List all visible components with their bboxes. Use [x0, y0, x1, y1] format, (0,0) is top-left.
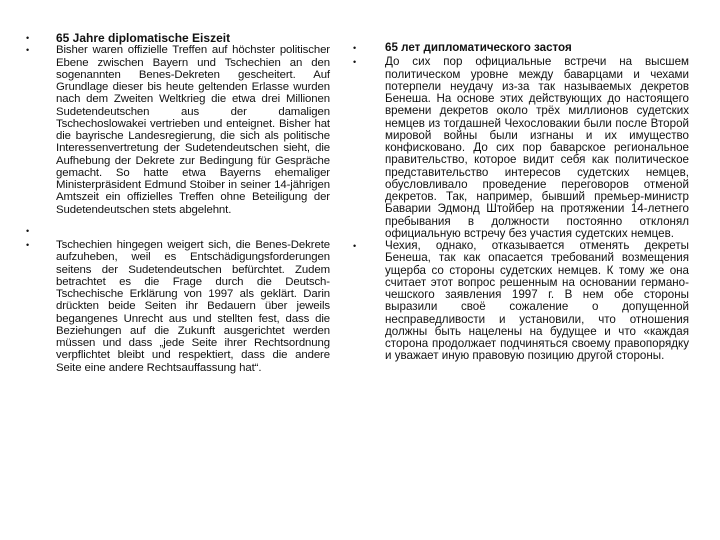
- bullet: •: [353, 241, 357, 251]
- german-paragraph-2: Tschechien hingegen weigert sich, die Benes-Dekrete aufzuheben, weil es Entschädigungsforderungen seitens der Sudetendeutschen befürchtet. Zudem betrachtet es die Frage durch die Deutsch-Tschechische Erklärung von 1997 als geklärt. Darin drückten beide Seiten ihr Bedauern über jeweils begangenes Unrecht aus und stellten fest, dass die Beziehungen auf die Zukunft ausgerichtet werden müssen und dass „jede Seite ihrer Rechtsordnung verpflichtet bleibt und respektiert, dass die andere Seite eine andere Rechtsauffassung hat“.: [56, 239, 330, 374]
- german-title-item: [26, 32, 330, 44]
- russian-paragraph-2: Чехия, однако, отказывается отменять декреты Бенеша, так как опасается требований возмещения ущерба со стороны судетских немцев. К тому же она считает этот вопрос решенным на основании германо-чешского заявления 1997 г. В нем обе стороны выразили своё сожаление о допущенной несправедливости и установили, что отношения должны быть нацелены на будущее и что «каждая сторона продолжает подчиняться своему правопорядку и уважает иную правовую позицию другой стороны.: [385, 239, 689, 363]
- russian-paragraph-1-item: [353, 56, 689, 240]
- russian-paragraph-2-item: [353, 240, 689, 363]
- german-paragraph-1: Bisher waren offizielle Treffen auf höchster politischer Ebene zwischen Bayern und Tschechien an den sogenannten Benes-Dekreten gescheitert. Auf Grundlage dieser bis heute geltenden Erlasse wurden nach dem Zweiten Weltkrieg die etwa drei Millionen Sudetendeutschen aus der damaligen Tschechoslowakei vertrieben und enteignet. Bisher hat die bayrische Landesregierung, die sich als politische Interessenvertretung der Sudetendeutschen sieht, die Aufhebung der Dekrete zur Bedingung für Gespräche gemacht. So hatte etwa Bayerns ehemaliger Ministerpräsident Edmund Stoiber in seiner 14-jährigen Amtszeit ein offizielles Treffen ohne Beteiligung der Sudetendeutschen stets abgelehnt.: [56, 44, 330, 216]
- bullet: •: [26, 240, 30, 250]
- bullet: •: [26, 45, 30, 56]
- russian-title-item: [353, 42, 689, 54]
- german-title: 65 Jahre diplomatische Eiszeit: [56, 31, 231, 45]
- german-paragraph-1-item: [26, 44, 330, 216]
- bullet: •: [26, 33, 30, 43]
- german-column: [26, 32, 330, 374]
- russian-title: 65 лет дипломатического застоя: [385, 41, 572, 54]
- bullet: •: [26, 225, 30, 236]
- russian-paragraph-1: До сих пор официальные встречи на высшем политическом уровне между баварцами и чехами потерпели неудачу из-за так называемых декретов Бенеша. На основе этих действующих до настоящего времени декретов около трёх миллионов судетских немцев из тогдашней Чехословакии были после Второй мировой войны были изгнаны и их имущество конфисковано. До сих пор баварское региональное правительство, которое видит себя как политическое представительство интересов судетских немцев, обусловливало проведение переговоров отменой декретов. Так, например, бывший премьер-министр Баварии Эдмонд Штойбер на протяжении 14-летнего пребывания в должности постоянно отклонял официальную встречу без участия судетских немцев.: [385, 55, 689, 240]
- bullet: •: [353, 43, 357, 53]
- empty-line: [56, 225, 330, 237]
- german-paragraph-2-item: [26, 239, 330, 374]
- russian-column: [353, 32, 689, 363]
- german-empty-item: [26, 225, 330, 237]
- bullet: •: [353, 57, 357, 68]
